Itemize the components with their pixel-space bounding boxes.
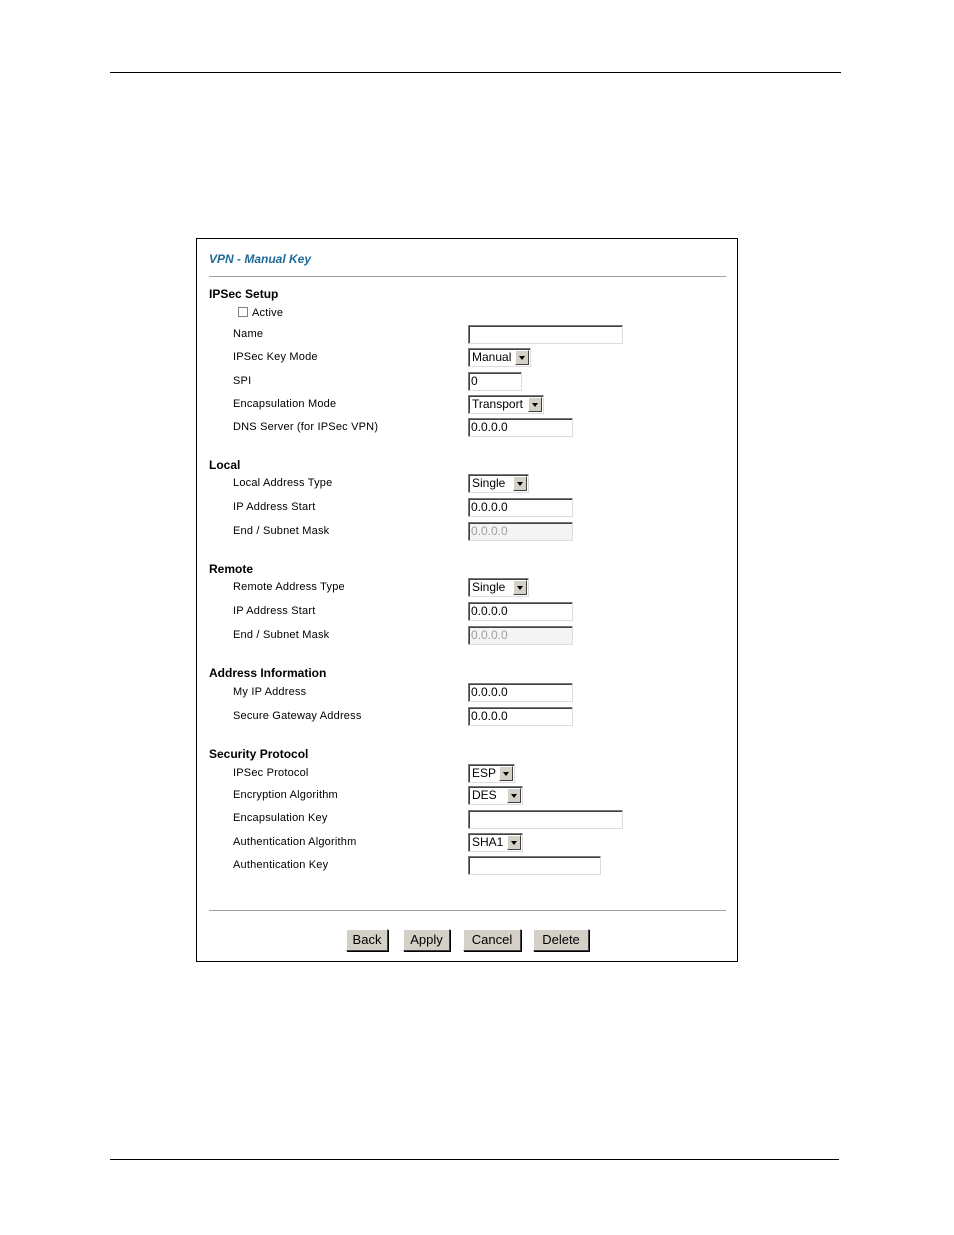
encapsulation-mode-label: Encapsulation Mode [233, 398, 337, 410]
authentication-key-label: Authentication Key [233, 859, 329, 871]
bottom-divider [209, 910, 726, 911]
local-address-type-select[interactable] [468, 474, 529, 493]
secure-gateway-label: Secure Gateway Address [233, 710, 362, 722]
ipsec-setup-heading: IPSec Setup [209, 287, 279, 301]
secure-gateway-input[interactable]: 0.0.0.0 [468, 707, 573, 726]
chevron-down-icon [515, 350, 529, 365]
delete-button[interactable]: Delete [533, 929, 589, 951]
name-label: Name [233, 328, 264, 340]
encapsulation-mode-value: Transport [472, 397, 523, 411]
local-address-type-label: Local Address Type [233, 477, 333, 489]
spi-label: SPI [233, 375, 252, 387]
security-protocol-heading: Security Protocol [209, 747, 309, 761]
remote-end-mask-input: 0.0.0.0 [468, 626, 573, 645]
active-checkbox[interactable] [238, 307, 248, 317]
ipsec-protocol-select[interactable] [468, 764, 515, 783]
address-information-heading: Address Information [209, 666, 327, 680]
spi-input[interactable]: 0 [468, 372, 522, 391]
ipsec-protocol-value: ESP [472, 766, 497, 780]
encapsulation-mode-select[interactable] [468, 395, 544, 414]
encryption-algorithm-label: Encryption Algorithm [233, 789, 338, 801]
remote-ip-start-label: IP Address Start [233, 605, 316, 617]
panel-title: VPN - Manual Key [209, 252, 312, 266]
dns-server-input[interactable]: 0.0.0.0 [468, 418, 573, 437]
cancel-button[interactable]: Cancel [463, 929, 521, 951]
encapsulation-key-label: Encapsulation Key [233, 812, 328, 824]
my-ip-address-input[interactable]: 0.0.0.0 [468, 683, 573, 702]
title-divider [209, 276, 726, 277]
back-button[interactable]: Back [346, 929, 388, 951]
local-ip-start-input[interactable]: 0.0.0.0 [468, 498, 573, 517]
remote-address-type-select[interactable] [468, 578, 529, 597]
remote-heading: Remote [209, 562, 254, 576]
authentication-algorithm-select[interactable] [468, 833, 523, 852]
local-ip-start-label: IP Address Start [233, 501, 316, 513]
page-footer-rule [110, 1159, 839, 1160]
authentication-algorithm-value: SHA1 [472, 835, 504, 849]
name-input[interactable] [468, 325, 623, 344]
vpn-manual-key-panel [196, 238, 738, 962]
authentication-key-input[interactable] [468, 856, 601, 875]
my-ip-address-label: My IP Address [233, 686, 307, 698]
local-address-type-value: Single [472, 476, 506, 490]
local-end-mask-input: 0.0.0.0 [468, 522, 573, 541]
chevron-down-icon [513, 476, 527, 491]
ipsec-key-mode-label: IPSec Key Mode [233, 351, 318, 363]
active-label: Active [252, 307, 284, 319]
chevron-down-icon [513, 580, 527, 595]
authentication-algorithm-label: Authentication Algorithm [233, 836, 357, 848]
remote-ip-start-input[interactable]: 0.0.0.0 [468, 602, 573, 621]
ipsec-key-mode-select[interactable] [468, 348, 531, 367]
remote-end-mask-label: End / Subnet Mask [233, 629, 330, 641]
ipsec-key-mode-value: Manual [472, 350, 512, 364]
chevron-down-icon [528, 397, 542, 412]
dns-server-label: DNS Server (for IPSec VPN) [233, 421, 379, 433]
local-end-mask-label: End / Subnet Mask [233, 525, 330, 537]
remote-address-type-value: Single [472, 580, 506, 594]
apply-button[interactable]: Apply [403, 929, 450, 951]
encryption-algorithm-select[interactable] [468, 786, 523, 805]
remote-address-type-label: Remote Address Type [233, 581, 345, 593]
encryption-algorithm-value: DES [472, 788, 497, 802]
local-heading: Local [209, 458, 241, 472]
chevron-down-icon [507, 835, 521, 850]
encapsulation-key-input[interactable] [468, 810, 623, 829]
ipsec-protocol-label: IPSec Protocol [233, 767, 309, 779]
chevron-down-icon [507, 788, 521, 803]
page-header-rule [110, 72, 841, 73]
chevron-down-icon [499, 766, 513, 781]
